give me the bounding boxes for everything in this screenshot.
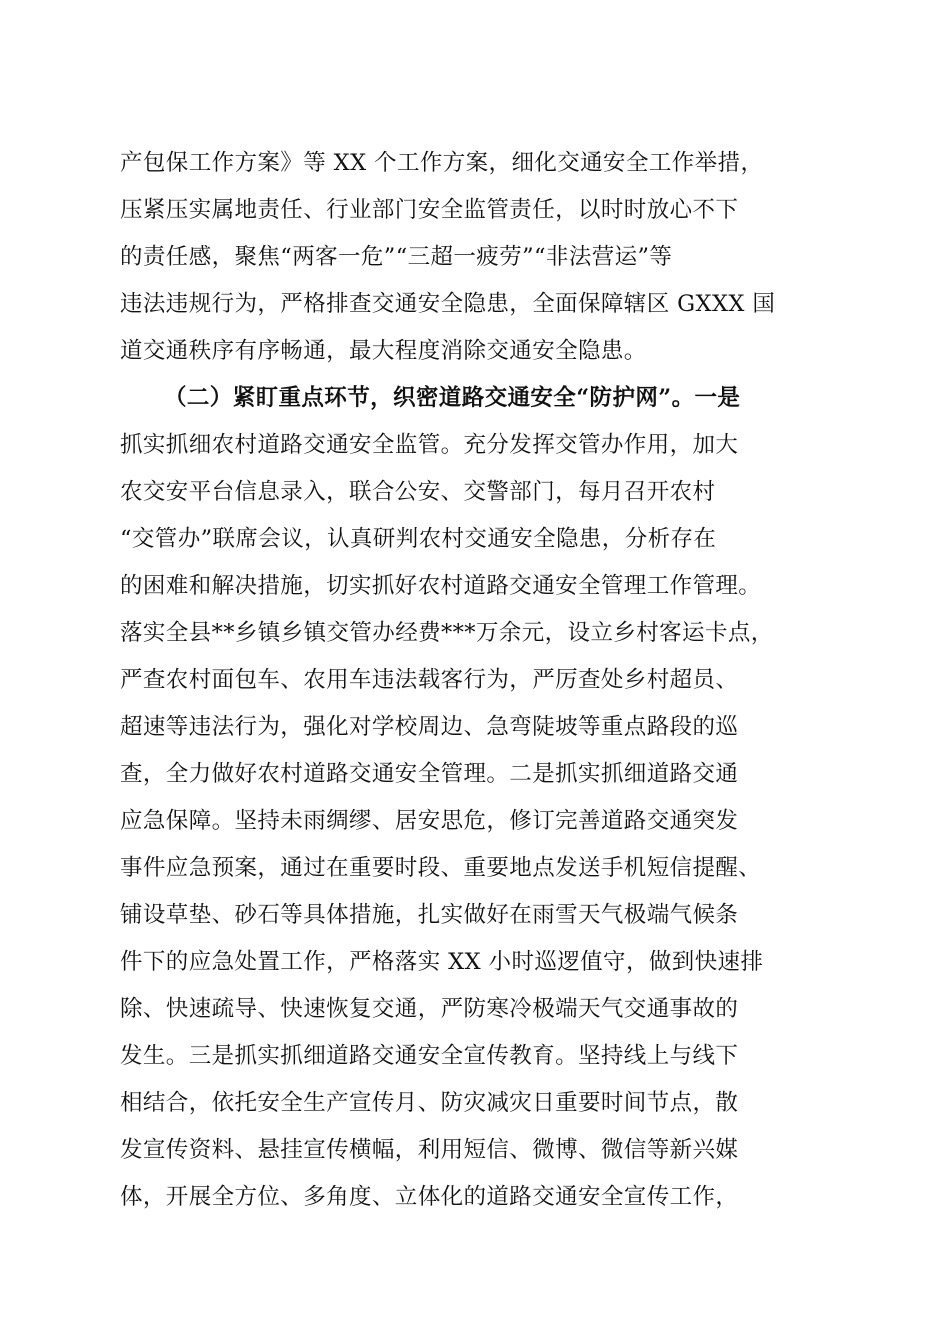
text-line: 的责任感，聚焦“两客一危”“三超一疲劳”“非法营运”等 — [120, 244, 673, 270]
text-line: 相结合，依托安全生产宣传月、防灾减灾日重要时间节点，散 — [120, 1090, 739, 1116]
text-line: 铺设草垫、砂石等具体措施，扎实做好在雨雪天气极端气候条 — [120, 902, 739, 928]
body-text — [120, 140, 840, 1221]
text-line: 落实全县**乡镇乡镇交管办经费***万余元，设立乡村客运卡点， — [120, 620, 774, 646]
text-line: 发生。三是抓实抓细道路交通安全宣传教育。坚持线上与线下 — [120, 1043, 739, 1069]
text-line: 超速等违法行为，强化对学校周边、急弯陡坡等重点路段的巡 — [120, 714, 739, 740]
text-line: “交管办”联席会议，认真研判农村交通安全隐患，分析存在 — [120, 526, 717, 552]
text-line: 件下的应急处置工作，严格落实 XX 小时巡逻值守，做到快速排 — [120, 949, 764, 975]
text-line: 道交通秩序有序畅通，最大程度消除交通安全隐患。 — [120, 338, 647, 364]
text-line: 农交安平台信息录入，联合公安、交警部门，每月召开农村 — [120, 479, 716, 505]
text-line: 抓实抓细农村道路交通安全监管。充分发挥交管办作用，加大 — [120, 432, 739, 458]
text-line: 除、快速疏导、快速恢复交通，严防寒冷极端天气交通事故的 — [120, 996, 739, 1022]
text-line: 违法违规行为，严格排查交通安全隐患，全面保障辖区 GXXX 国 — [120, 291, 776, 317]
text-line: 事件应急预案，通过在重要时段、重要地点发送手机短信提醒、 — [120, 855, 762, 881]
text-line: 严查农村面包车、农用车违法载客行为，严厉查处乡村超员、 — [120, 667, 739, 693]
text-line: 发宣传资料、悬挂宣传横幅，利用短信、微博、微信等新兴媒 — [120, 1137, 739, 1163]
text-line: 产包保工作方案》等 XX 个工作方案，细化交通安全工作举措， — [120, 150, 764, 176]
section-heading-line: （二）紧盯重点环节，织密道路交通安全“防护网”。一是 — [164, 385, 741, 411]
text-line: 查，全力做好农村道路交通安全管理。二是抓实抓细道路交通 — [120, 761, 739, 787]
text-line: 体，开展全方位、多角度、立体化的道路交通安全宣传工作， — [120, 1184, 739, 1210]
text-line: 应急保障。坚持未雨绸缪、居安思危，修订完善道路交通突发 — [120, 808, 739, 834]
text-line: 压紧压实属地责任、行业部门安全监管责任，以时时放心不下 — [120, 197, 739, 223]
text-line: 的困难和解决措施，切实抓好农村道路交通安全管理工作管理。 — [120, 573, 762, 599]
